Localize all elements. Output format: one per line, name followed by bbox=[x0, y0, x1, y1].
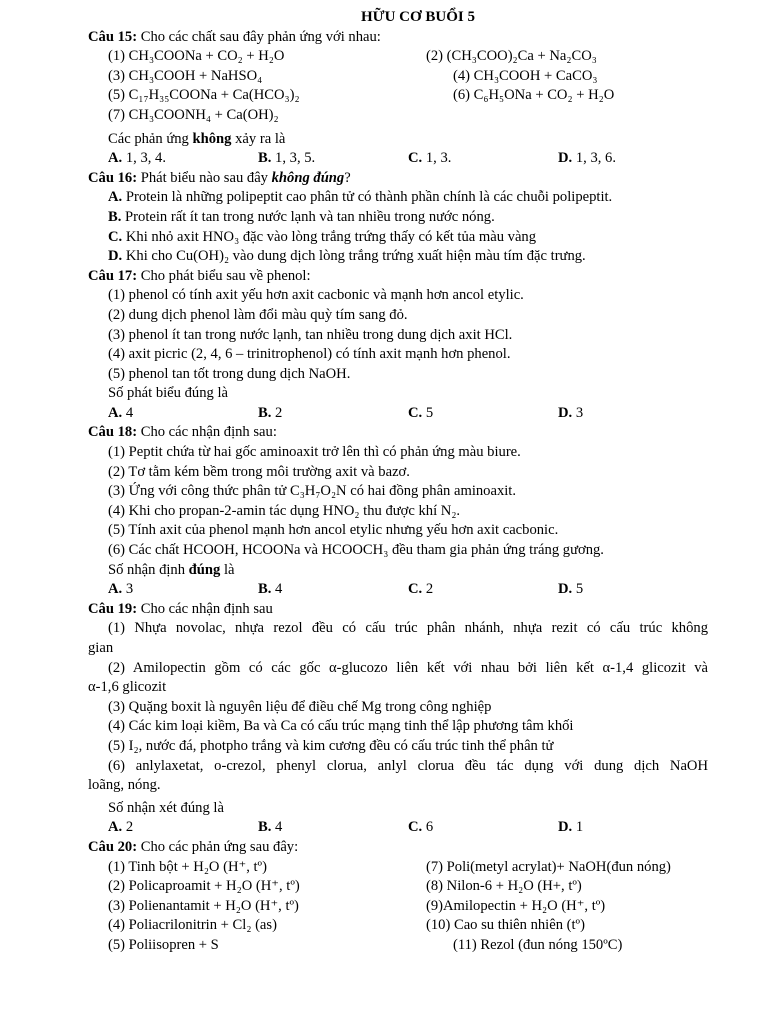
reaction-3: (3) Polienantamit + H₂O (H⁺, tº) bbox=[108, 897, 299, 914]
page-title: HỮU CƠ BUỔI 5 bbox=[360, 9, 476, 25]
question-label: Câu 16: bbox=[88, 169, 138, 186]
reaction-5: (5) C₁₇H₃₅COONa + Ca(HCO₃)₂ bbox=[108, 87, 300, 104]
reaction-5: (5) Poliisopren + S bbox=[108, 936, 219, 953]
answer-options bbox=[88, 149, 708, 169]
option-d[interactable]: D. 1, 3, 6. bbox=[558, 150, 616, 167]
question-17: Câu 17: Cho phát biểu sau về phenol: (1) phenol có tính axit yếu hơn axit cacbonic và mạnh hơn ancol etylic. (2) dung dịch phenol làm đổi màu quỳ tím sang đỏ. (3) phenol ít tan trong nước lạnh, tan nhiều trong dung dịch axit HCl. (4) axit picric (2, 4, 6 – trinitrophenol) có tính axit mạnh hơn phenol. (5) phenol tan tốt trong dung dịch NaOH. Số phát biểu đúng là A. 4 B. 2 C. 5 D. 3 bbox=[88, 267, 708, 424]
option-a[interactable]: A. 2 bbox=[108, 819, 134, 836]
statement-3: (3) Ứng với công thức phân tử C₃H₇O₂N có hai đồng phân aminoaxit. bbox=[108, 483, 517, 500]
option-c[interactable]: C. 5 bbox=[408, 404, 434, 421]
option-a[interactable]: A. 1, 3, 4. bbox=[108, 150, 166, 167]
statement-1-cont: gian bbox=[88, 640, 114, 656]
reaction-1: (1) CH₃COONa + CO₂ + H₂O bbox=[108, 48, 285, 65]
option-c[interactable]: C. 1, 3. bbox=[408, 150, 452, 167]
option-c[interactable]: C. 2 bbox=[408, 581, 434, 598]
statement-6-cont: loãng, nóng. bbox=[88, 777, 161, 794]
reaction-1: (1) Tinh bột + H₂O (H⁺, tº) bbox=[108, 858, 267, 875]
option-d[interactable]: D. 3 bbox=[558, 404, 584, 421]
question-18: Câu 18: Cho các nhận định sau: (1) Peptit chứa từ hai gốc aminoaxit trở lên thì có phản ứng màu biure. (2) Tơ tằm kém bềm trong môi trường axit và bazơ. (3) Ứng với công thức phân tử C₃H₇O₂N có hai đồng phân aminoaxit. (4) Khi cho propan-2-amin tác dụng HNO₂ thu được khí N₂. (5) Tính axit của phenol mạnh hơn ancol etylic nhưng yếu hơn axit cacbonic. (6) Các chất HCOOH, HCOONa và HCOOCH₃ đều tham gia phản ứng tráng gương. Số nhận định đúng là A. 3 B. 4 C. 2 D. 5 bbox=[88, 423, 708, 599]
reaction-9: (9)Amilopectin + H₂O (H⁺, tº) bbox=[426, 897, 606, 914]
question-label: Câu 20: bbox=[88, 838, 138, 855]
reaction-4: (4) Poliacrilonitrin + Cl₂ (as) bbox=[108, 917, 277, 934]
question-stem: Cho các chất sau đây phản ứng với nhau: bbox=[137, 28, 381, 45]
reaction-2: (2) (CH₃COO)₂Ca + Na₂CO₃ bbox=[426, 48, 597, 65]
answer-options bbox=[88, 580, 708, 600]
document-page bbox=[88, 8, 708, 956]
statement-6: (6) Các chất HCOOH, HCOONa và HCOOCH₃ đều tham gia phản ứng tráng gương. bbox=[108, 542, 604, 559]
statement-1: (1) Nhựa novolac, nhựa rezol đều có cấu trúc phân nhánh, nhựa rezit có cấu trúc không bbox=[108, 620, 708, 637]
statement-6: (6) anlylaxetat, o-crezol, phenyl clorua, anlyl clorua đều tác dụng với dung dịch NaOH bbox=[108, 757, 708, 774]
statement-2: (2) dung dịch phenol làm đổi màu quỳ tím sang đỏ. bbox=[108, 306, 408, 323]
reaction-10: (10) Cao su thiên nhiên (tº) bbox=[426, 917, 585, 934]
option-b[interactable]: B. 4 bbox=[258, 581, 283, 598]
question-label: Câu 17: bbox=[88, 267, 138, 284]
option-b[interactable]: B. Protein rất ít tan trong nước lạnh và tan nhiều trong nước nóng. bbox=[108, 208, 495, 225]
question-ask: Số phát biểu đúng là bbox=[108, 385, 228, 402]
statement-2: (2) Amilopectin gồm có các gốc α-glucozo liên kết với nhau bởi liên kết α-1,4 glicozit và bbox=[108, 659, 708, 676]
statement-5: (5) phenol tan tốt trong dung dịch NaOH. bbox=[108, 365, 351, 382]
reaction-7: (7) Poli(metyl acrylat)+ NaOH(đun nóng) bbox=[426, 858, 671, 875]
statement-4: (4) Khi cho propan-2-amin tác dụng HNO₂ thu được khí N₂. bbox=[108, 502, 461, 519]
option-a[interactable]: A. Protein là những polipeptit cao phân tử có thành phần chính là các chuỗi polipeptit. bbox=[108, 189, 613, 206]
question-ask: Số nhận xét đúng là bbox=[108, 799, 224, 816]
option-a[interactable]: A. 4 bbox=[108, 404, 134, 421]
reaction-3: (3) CH₃COOH + NaHSO₄ bbox=[108, 67, 263, 84]
question-20: Câu 20: Cho các phản ứng sau đây: (1) Tinh bột + H₂O (H⁺, tº) (7) Poli(metyl acrylat)+ NaOH(đun nóng) (2) Policaproamit + H₂O (H⁺, tº) (8) Nilon-6 + H₂O (H+, tº) (3) Polienantamit + H₂O (H⁺, tº) (9)Amilopectin + H₂O (H⁺, tº) (4) Poliacrilonitrin + Cl₂ (as) (10) Cao su thiên nhiên (tº) (5) Poliisopren + S (11) Rezol (đun nóng 150ºC) bbox=[88, 838, 708, 956]
question-label: Câu 15: bbox=[88, 28, 138, 45]
option-c[interactable]: C. Khi nhỏ axit HNO₃ đặc vào lòng trắng trứng thấy có kết tủa màu vàng bbox=[108, 228, 537, 245]
reaction-11: (11) Rezol (đun nóng 150ºC) bbox=[453, 936, 623, 953]
statement-3: (3) Quặng boxit là nguyên liệu để điều chế Mg trong công nghiệp bbox=[108, 698, 492, 715]
question-15 bbox=[88, 28, 708, 169]
statement-4: (4) Các kim loại kiềm, Ba và Ca có cấu trúc mạng tinh thể lập phương tâm khối bbox=[108, 718, 574, 735]
statement-1: (1) Peptit chứa từ hai gốc aminoaxit trở lên thì có phản ứng màu biure. bbox=[108, 444, 521, 461]
option-a[interactable]: A. 3 bbox=[108, 581, 134, 598]
option-d[interactable]: D. 1 bbox=[558, 819, 584, 836]
option-b[interactable]: B. 2 bbox=[258, 404, 283, 421]
reaction-7: (7) CH₃COONH₄ + Ca(OH)₂ bbox=[108, 106, 279, 123]
answer-options bbox=[88, 818, 708, 838]
question-label: Câu 19: bbox=[88, 600, 138, 617]
statement-5: (5) Tính axit của phenol mạnh hơn ancol etylic nhưng yếu hơn axit cacbonic. bbox=[108, 522, 559, 539]
option-d[interactable]: D. 5 bbox=[558, 581, 584, 598]
question-ask: Các phản ứng không xảy ra là bbox=[108, 130, 286, 147]
reaction-4: (4) CH₃COOH + CaCO₃ bbox=[453, 67, 598, 84]
reaction-2: (2) Policaproamit + H₂O (H⁺, tº) bbox=[108, 878, 300, 895]
option-b[interactable]: B. 4 bbox=[258, 819, 283, 836]
question-19: Câu 19: Cho các nhận định sau (1) Nhựa novolac, nhựa rezol đều có cấu trúc phân nhánh, nhựa rezit có cấu trúc không gian (2) Amilopectin gồm có các gốc α-glucozo liên kết với nhau bởi liên kết α-1,4 glicozit và α-1,6 glicozit (3) Quặng boxit là nguyên liệu để điều chế Mg trong công nghiệp (4) Các kim loại kiềm, Ba và Ca có cấu trúc mạng tinh thể lập phương tâm khối (5) I₂, nước đá, photpho trắng và kim cương đều có cấu trúc tinh thể phân tử (6) anlylaxetat, o-crezol, phenyl clorua, anlyl clorua đều tác dụng với dung dịch NaOH loãng, nóng. Số nhận xét đúng là A. 2 B. 4 C. 6 D. 1 bbox=[88, 600, 708, 838]
question-ask: Số nhận định đúng là bbox=[108, 561, 235, 578]
statement-2-cont: α-1,6 glicozit bbox=[88, 679, 167, 696]
statement-5: (5) I₂, nước đá, photpho trắng và kim cương đều có cấu trúc tinh thể phân tử bbox=[108, 737, 554, 754]
statement-4: (4) axit picric (2, 4, 6 – trinitrophenol) có tính axit mạnh hơn phenol. bbox=[108, 346, 511, 363]
question-16: Câu 16: Phát biểu nào sau đây không đúng? A. Protein là những polipeptit cao phân tử có thành phần chính là các chuỗi polipeptit. B. Protein rất ít tan trong nước lạnh và tan nhiều trong nước nóng. C. Khi nhỏ axit HNO₃ đặc vào lòng trắng trứng thấy có kết tủa màu vàng D. Khi cho Cu(OH)₂ vào dung dịch lòng trắng trứng xuất hiện màu tím đặc trưng. bbox=[88, 169, 708, 267]
answer-options bbox=[88, 404, 708, 424]
statement-2: (2) Tơ tằm kém bềm trong môi trường axit và bazơ. bbox=[108, 463, 410, 480]
question-label: Câu 18: bbox=[88, 424, 138, 441]
statement-1: (1) phenol có tính axit yếu hơn axit cacbonic và mạnh hơn ancol etylic. bbox=[108, 287, 524, 304]
reaction-8: (8) Nilon-6 + H₂O (H+, tº) bbox=[426, 878, 582, 895]
option-d[interactable]: D. Khi cho Cu(OH)₂ vào dung dịch lòng trắng trứng xuất hiện màu tím đặc trưng. bbox=[108, 248, 586, 265]
reaction-6: (6) C₆H₅ONa + CO₂ + H₂O bbox=[453, 87, 615, 104]
option-b[interactable]: B. 1, 3, 5. bbox=[258, 150, 316, 167]
statement-3: (3) phenol ít tan trong nước lạnh, tan nhiều trong dung dịch axit HCl. bbox=[108, 326, 513, 343]
option-c[interactable]: C. 6 bbox=[408, 819, 434, 836]
